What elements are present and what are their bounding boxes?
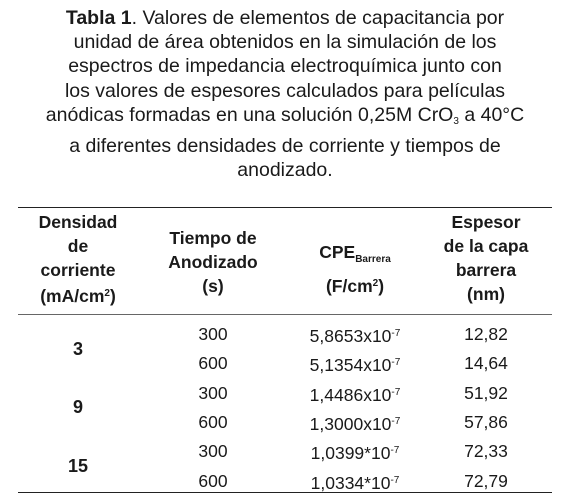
cpe-exponent: -7	[390, 474, 400, 486]
caption-line-6: a diferentes densidades de corriente y tiempos de	[69, 135, 501, 158]
cpe-mantissa: 5,8653x10	[309, 326, 392, 346]
cell-densidad: 3	[72, 338, 83, 359]
cell-cpe	[288, 470, 422, 494]
caption-line-2: unidad de área obtenidos en la simulación de los	[73, 31, 497, 54]
cell-espesor: 72,79	[464, 470, 508, 491]
cell-cpe	[288, 382, 422, 406]
table-caption	[10, 6, 560, 182]
caption-line-4: los valores de espesores calculados para películas	[64, 79, 506, 102]
caption-line-7: anodizado.	[237, 159, 333, 182]
cpe-mantissa: 1,0399*10	[310, 443, 391, 464]
cell-cpe	[288, 440, 422, 464]
header-cpe: $CPE_{Barrera}$ $(F/cm^2)$	[319, 242, 391, 296]
cell-tiempo: 300	[198, 441, 228, 462]
header-tiempo: Tiempo de Anodizado (s)	[168, 228, 258, 296]
cell-espesor: 14,64	[464, 353, 508, 374]
caption-line-3: espectros de impedancia electroquímica junto con	[68, 55, 502, 78]
caption-line-5: anódicas formadas en una solución 0,25M CrO3 a 40°C	[45, 103, 525, 127]
cpe-mantissa: 1,4486x10	[309, 384, 392, 405]
cell-espesor: 12,82	[464, 324, 508, 344]
cpe-exponent: -7	[390, 445, 400, 457]
cell-cpe	[288, 352, 422, 376]
cell-espesor: 57,86	[464, 411, 508, 432]
cell-cpe	[288, 411, 422, 435]
cpe-mantissa: 1,3000x10	[309, 413, 392, 434]
cpe-exponent: -7	[391, 386, 401, 398]
header-espesor: Espesor de la capa barrera (nm)	[443, 212, 529, 304]
header-densidad: Densidad de corriente $(mA/cm^2)$	[38, 212, 118, 306]
caption-line-1: Tabla 1. Valores de elementos de capacitancia por	[65, 7, 505, 29]
cpe-exponent: -7	[391, 328, 401, 339]
cpe-mantissa: 1,0334*10	[310, 472, 391, 493]
header-bottom-rule	[18, 314, 552, 315]
cell-espesor: 72,33	[464, 441, 508, 462]
cell-densidad: 9	[72, 397, 83, 418]
cpe-exponent: -7	[391, 357, 401, 369]
caption-label: Tabla 1	[65, 7, 132, 29]
cell-tiempo: 600	[198, 353, 228, 374]
table-top-rule	[18, 207, 552, 208]
table-bottom-rule	[18, 492, 552, 493]
cell-tiempo: 300	[198, 324, 228, 344]
cell-densidad: 15	[67, 455, 89, 476]
cpe-exponent: -7	[391, 415, 401, 427]
cell-espesor: 51,92	[464, 382, 508, 403]
cell-tiempo: 600	[198, 411, 228, 432]
cell-cpe	[288, 323, 422, 347]
cpe-mantissa: 5,1354x10	[309, 355, 392, 376]
cell-tiempo: 300	[198, 382, 228, 403]
cell-tiempo: 600	[198, 470, 228, 491]
